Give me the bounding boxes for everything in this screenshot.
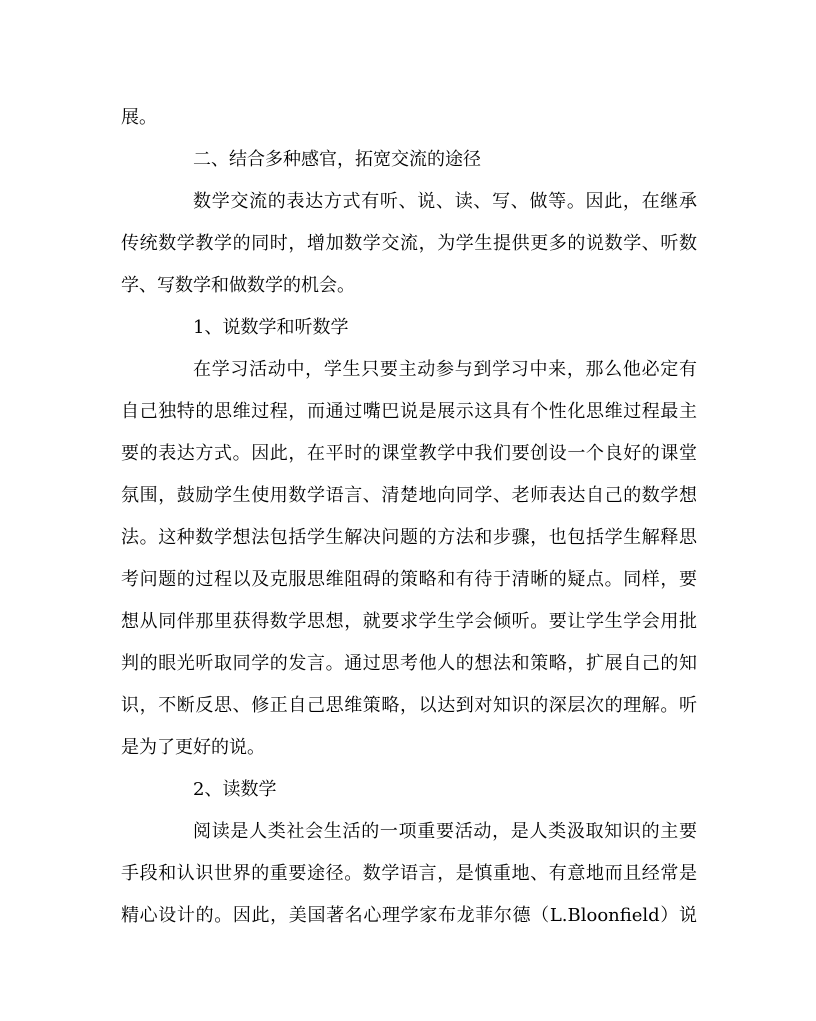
paragraph-line: 传统数学教学的同时，增加数学交流，为学生提供更多的说数学、听数	[121, 233, 697, 254]
paragraph-line: 想从同伴那里获得数学思想，就要求学生学会倾听。要让学生学会用批	[121, 611, 697, 632]
paragraph-line: 自己独特的思维过程，而通过嘴巴说是展示这具有个性化思维过程最主	[121, 401, 697, 422]
paragraph-line: 阅读是人类社会生活的一项重要活动，是人类汲取知识的主要	[193, 821, 697, 842]
paragraph-line: 识，不断反思、修正自己思维策略，以达到对知识的深层次的理解。听	[121, 695, 697, 716]
paragraph-line: 是为了更好的说。	[121, 737, 265, 758]
paragraph-line: 考问题的过程以及克服思维阻碍的策略和有待于清晰的疑点。同样，要	[121, 569, 697, 590]
subsection-heading: 2、读数学	[193, 779, 277, 800]
paragraph-line: 展。	[121, 107, 157, 128]
paragraph-line: 精心设计的。因此，美国著名心理学家布龙菲尔德（L.Bloonfield）说	[121, 905, 697, 926]
paragraph-line: 数学交流的表达方式有听、说、读、写、做等。因此，在继承	[193, 191, 697, 212]
paragraph-line: 氛围，鼓励学生使用数学语言、清楚地向同学、老师表达自己的数学想	[121, 485, 697, 506]
paragraph-line: 在学习活动中，学生只要主动参与到学习中来，那么他必定有	[193, 359, 697, 380]
paragraph-line: 手段和认识世界的重要途径。数学语言，是慎重地、有意地而且经常是	[121, 863, 697, 884]
paragraph-line: 学、写数学和做数学的机会。	[121, 275, 355, 296]
paragraph-line: 要的表达方式。因此，在平时的课堂教学中我们要创设一个良好的课堂	[121, 443, 697, 464]
paragraph-line: 判的眼光听取同学的发言。通过思考他人的想法和策略，扩展自己的知	[121, 653, 697, 674]
section-heading: 二、结合多种感官，拓宽交流的途径	[193, 149, 481, 170]
paragraph-line: 法。这种数学想法包括学生解决问题的方法和步骤，也包括学生解释思	[121, 527, 697, 548]
subsection-heading: 1、说数学和听数学	[193, 317, 349, 338]
